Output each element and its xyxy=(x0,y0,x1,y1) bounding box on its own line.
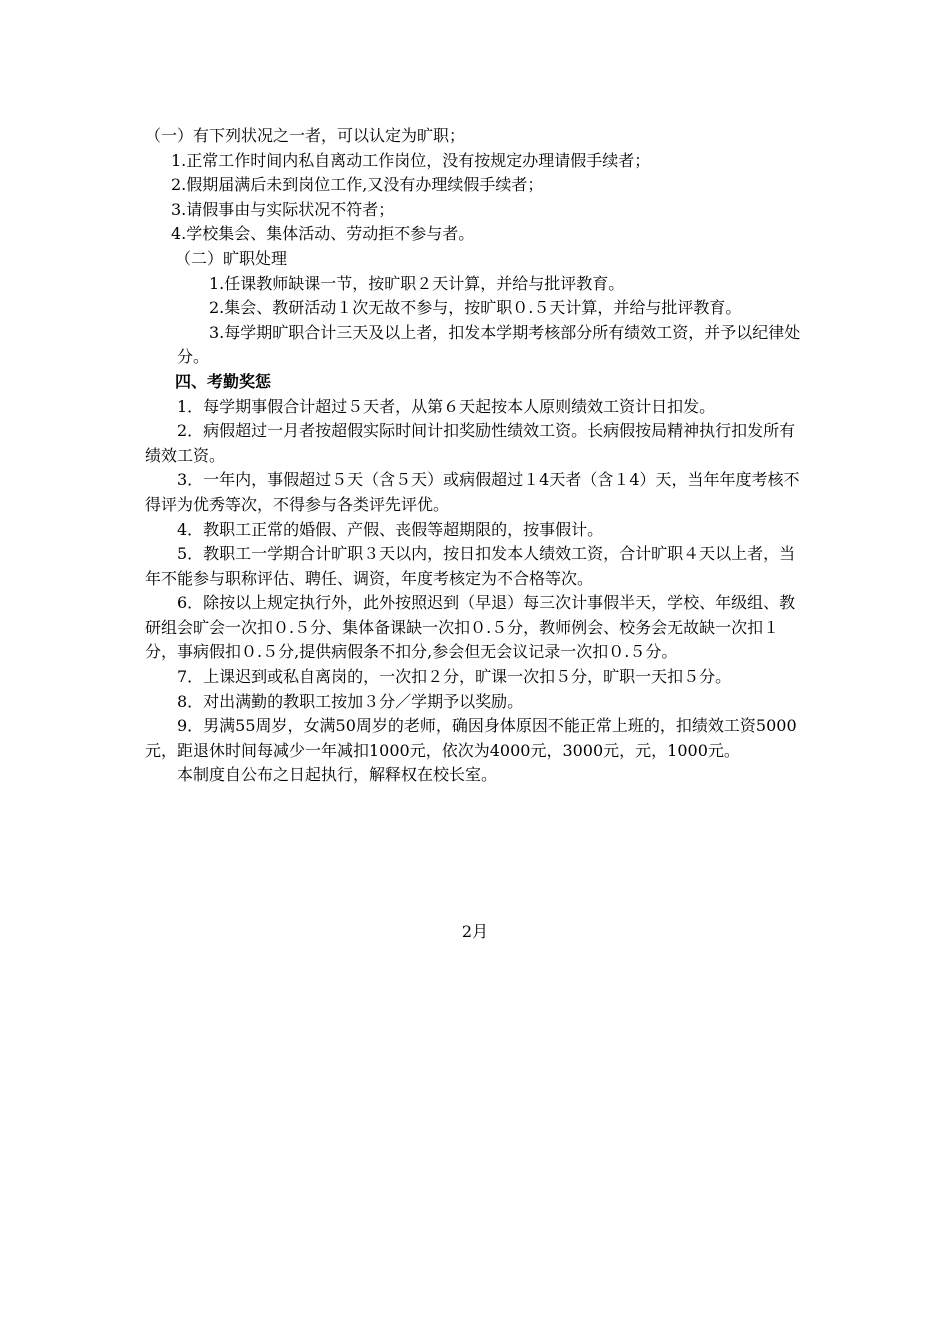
closing-statement: 本制度自公布之日起执行，解释权在校长室。 xyxy=(177,765,498,785)
rewards-item-2: 2．病假超过一月者按超假实际时间计扣奖励性绩效工资。长病假按局精神执行扣发所有绩效工资。 xyxy=(145,421,796,465)
section-rewards-heading: 四、考勤奖惩 xyxy=(175,371,272,391)
document-body xyxy=(145,124,810,788)
absence-item-4: 4.学校集会、集体活动、劳动拒不参与者。 xyxy=(171,224,475,244)
rewards-item-5: 5．教职工一学期合计旷职３天以内，按日扣发本人绩效工资，合计旷职４天以上者，当年不能参与职称评估、聘任、调资，年度考核定为不合格等次。 xyxy=(145,544,796,588)
rewards-item-6: 6．除按以上规定执行外，此外按照迟到（早退）每三次计事假半天，学校、年级组、教研组会旷会一次扣０.５分、集体备课缺一次扣０.５分，教师例会、校务会无故缺一次扣１分，事病假扣０.５分,提供病假条不扣分,参会但无会议记录一次扣０.５分。 xyxy=(145,593,796,662)
absence-item-1: 1.正常工作时间内私自离动工作岗位，没有按规定办理请假手续者； xyxy=(171,150,651,170)
rewards-item-1: 1．每学期事假合计超过５天者，从第６天起按本人原则绩效工资计日扣发。 xyxy=(177,396,716,416)
footer-date: 2月 xyxy=(461,922,489,941)
handling-item-1: 1.任课教师缺课一节，按旷职２天计算，并给与批评教育。 xyxy=(209,273,625,293)
section-handling-heading: （二）旷职处理 xyxy=(175,248,288,268)
handling-item-2: 2.集会、教研活动１次无故不参与，按旷职０.５天计算，并给与批评教育。 xyxy=(209,298,742,318)
rewards-item-9: 9．男满55周岁，女满50周岁的老师，确因身体原因不能正常上班的，扣绩效工资5000元，距退休时间每减少一年减扣1000元，依次为4000元，3000元，元，1000元。 xyxy=(145,716,797,760)
rewards-item-7: 7．上课迟到或私自离岗的，一次扣２分，旷课一次扣５分，旷职一天扣５分。 xyxy=(177,667,732,687)
absence-item-3: 3.请假事由与实际状况不符者； xyxy=(171,199,395,219)
rewards-item-3: 3．一年内，事假超过５天（含５天）或病假超过１4天者（含１4）天，当年年度考核不得评为优秀等次，不得参与各类评先评优。 xyxy=(145,470,800,514)
rewards-item-8: 8．对出满勤的教职工按加３分／学期予以奖励。 xyxy=(177,691,524,711)
rewards-item-4: 4．教职工正常的婚假、产假、丧假等超期限的，按事假计。 xyxy=(177,519,604,539)
absence-item-2: 2.假期届满后未到岗位工作,又没有办理续假手续者； xyxy=(171,175,544,195)
section-absence-heading: （一）有下列状况之一者，可以认定为旷职； xyxy=(145,126,466,145)
handling-item-3: 3.每学期旷职合计三天及以上者，扣发本学期考核部分所有绩效工资，并予以纪律处分。 xyxy=(177,322,801,367)
